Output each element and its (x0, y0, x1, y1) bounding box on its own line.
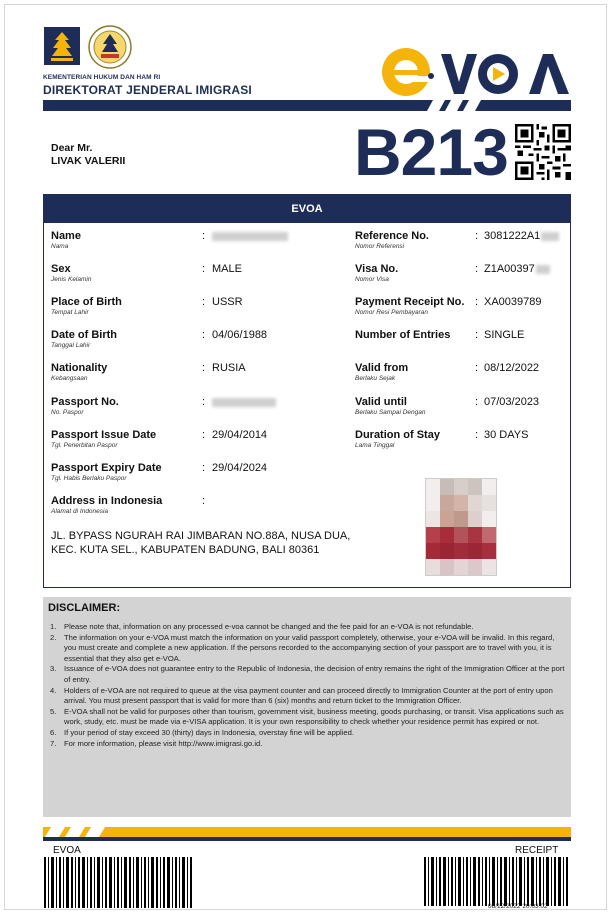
field-valid-from (355, 362, 408, 383)
field-place-of-birth (51, 296, 122, 317)
greeting-name: LIVAK VALERII (51, 155, 126, 167)
footer-stripe-bar (43, 827, 571, 841)
greeting-salutation: Dear Mr. (51, 142, 93, 154)
field-sublabel: Nomor Referensi (355, 243, 405, 250)
colon: : (475, 230, 479, 242)
colon: : (475, 396, 479, 408)
passport-issue-date-value: 29/04/2014 (212, 429, 268, 441)
visa-code: B213 (354, 115, 508, 189)
colon: : (202, 362, 206, 374)
disclaimer-item-text: If your period of stay exceed 30 (thirty) days in Indonesia, overstay fine will be applied. (64, 727, 354, 737)
field-passport-no (51, 396, 119, 417)
field-label: Name (51, 230, 81, 242)
field-date-of-birth (51, 329, 117, 350)
ministry-name: KEMENTERIAN HUKUM DAN HAM RI (43, 74, 161, 81)
field-sublabel: Nomor Visa (355, 276, 389, 283)
field-valid-until (355, 396, 425, 417)
field-visa-no (355, 263, 398, 284)
disclaimer-item: 6. If your period of stay exceed 30 (thirty) days in Indonesia, overstay fine will be applied. (50, 727, 354, 737)
greeting (51, 142, 125, 168)
disclaimer-item: 3. Issuance of e-VOA does not guarantee entry to the Republic of Indonesia, the decision of entry remains the right of the Immigration Officer at the port of entry. (50, 664, 565, 684)
disclaimer-item: 1. Please note that, information on any processed e-voa cannot be changed and the fee paid for an e-VOA is not refundable. (50, 622, 474, 631)
field-label: Nationality (51, 362, 108, 374)
footer-evoa-label: EVOA (53, 845, 81, 856)
box-title: EVOA (44, 195, 570, 223)
address-value: JL. BYPASS NGURAH RAI JIMBARAN NO.88A, NUSA DUA, KEC. KUTA SEL., KABUPATEN BADUNG, BALI 80361 (51, 530, 351, 556)
field-sex (51, 263, 91, 284)
colon: : (202, 263, 206, 275)
colon: : (475, 296, 479, 308)
field-label: Passport No. (51, 396, 119, 408)
disclaimer-item: 4. Holders of e-VOA are not required to queue at the visa payment counter and can proceed directly to Immigration Counter at the port of entry upon arrival. You must present passport that is valid for more than 6 (six) months and return ticket to the Immigration Officer. (50, 685, 553, 706)
field-label: Valid from (355, 362, 409, 374)
number-of-entries-value: SINGLE (484, 329, 525, 341)
colon: : (475, 429, 479, 441)
field-label: Address in Indonesia (51, 495, 163, 507)
field-sublabel: Tgl. Habis Berlaku Paspor (51, 475, 127, 482)
colon: : (202, 495, 206, 507)
passport-expiry-date-value: 29/04/2024 (212, 462, 268, 474)
sex-value: MALE (212, 263, 242, 275)
field-passport-expiry-date (51, 462, 162, 483)
field-label: Duration of Stay (355, 429, 440, 441)
visa-no-value (484, 263, 550, 275)
directorate-name: DIREKTORAT JENDERAL IMIGRASI (43, 83, 252, 97)
field-sublabel: Lama Tinggal (355, 442, 395, 449)
disclaimer-item: 2. The information on your e-VOA must match the information on your valid passport completely, otherwise, your e-VOA will be invalid. In this regard, you must create and complete a new application. If the persons recorded to the accompanying section of your passport are to travel with you, it is essential that they also get e-VOA. (50, 632, 555, 663)
disclaimer-item: 5. E-VOA shall not be valid for purposes other than tourism, government visit, business meeting, goods purchasing, or transit. Visa applications such as work, study, etc. must be made via e-VISA application. It is your own responsibility to check whether your residence permit has expired or not. (50, 706, 564, 727)
disclaimer-item-text: Please note that, information on any processed e-voa cannot be changed and the fee paid for an e-VOA is not refundable. (64, 622, 474, 631)
passport-no-value-redacted (212, 396, 276, 408)
field-sublabel: Berlaku Sampai Dengan (355, 409, 426, 416)
field-sublabel: Jenis Kelamin (51, 276, 92, 283)
field-label: Reference No. (355, 230, 429, 242)
barcode-right (424, 857, 568, 906)
colon: : (202, 329, 206, 341)
field-sublabel: Tanggal Lahir (51, 342, 91, 349)
field-passport-issue-date (51, 429, 156, 450)
valid-from-value: 08/12/2022 (484, 362, 540, 374)
disclaimer-list (47, 622, 565, 749)
name-value-redacted (212, 230, 288, 242)
colon: : (202, 462, 206, 474)
disclaimer-section (43, 597, 571, 817)
field-label: Date of Birth (51, 329, 117, 341)
payment-receipt-no-value: XA0039789 (484, 296, 542, 308)
garuda-emblem-icon (43, 26, 81, 66)
barcode-left (44, 857, 194, 908)
colon: : (202, 296, 206, 308)
footer-receipt-label: RECEIPT (515, 845, 559, 856)
qr-code (515, 124, 571, 180)
disclaimer-item-text: The information on your e-VOA must match the information on your valid passport completely, otherwise, your e-VOA will be invalid. In this regard, you must create and complete a new application. If the persons recorded to the accompanying section of your passport are to travel with you, it is essential that they also get e-VOA. (64, 632, 555, 663)
evoa-logo (379, 44, 573, 100)
field-payment-receipt-no (355, 296, 464, 317)
colon: : (475, 329, 479, 341)
field-label: Visa No. (355, 263, 399, 275)
reference-no-text: 3081222A1 (484, 230, 541, 242)
nationality-value: RUSIA (212, 362, 246, 374)
print-timestamp: 08/12/2022 20:03:02 (488, 903, 548, 910)
colon: : (202, 429, 206, 441)
disclaimer-item-text: Issuance of e-VOA does not guarantee entry to the Republic of Indonesia, the decision of entry remains the right of the Immigration Officer at the port of entry. (64, 664, 565, 684)
field-name (51, 230, 81, 251)
field-sublabel: Berlaku Sejak (355, 375, 396, 382)
field-duration-of-stay (355, 429, 440, 450)
field-label: Number of Entries (355, 329, 451, 341)
date-of-birth-value: 04/06/1988 (212, 329, 268, 341)
colon: : (202, 230, 206, 242)
place-of-birth-value: USSR (212, 296, 243, 308)
header-stripe-bar (43, 100, 571, 111)
visa-no-text: Z1A00397 (484, 263, 535, 275)
reference-no-value (484, 230, 559, 242)
kemenkumham-seal-icon (87, 24, 133, 70)
field-label: Payment Receipt No. (355, 296, 465, 308)
disclaimer-title: DISCLAIMER: (48, 602, 121, 614)
valid-until-value: 07/03/2023 (484, 396, 540, 408)
colon: : (202, 396, 206, 408)
field-sublabel: Alamat di Indonesia (51, 508, 109, 515)
field-sublabel: No. Paspor (51, 409, 84, 416)
colon: : (475, 362, 479, 374)
field-label: Place of Birth (51, 296, 122, 308)
field-label: Passport Issue Date (51, 429, 157, 441)
field-label: Valid until (355, 396, 407, 408)
field-sublabel: Tempat Lahir (51, 309, 89, 316)
field-sublabel: Nomor Resi Pembayaran (355, 309, 428, 316)
duration-of-stay-value: 30 DAYS (484, 429, 529, 441)
field-label: Sex (51, 263, 71, 275)
disclaimer-item-text: Holders of e-VOA are not required to queue at the visa payment counter and can proceed directly to Immigration Counter at the port of entry upon arrival. You must present passport that is valid for more than 6 (six) months and return ticket to the Immigration Officer. (64, 685, 553, 706)
field-address (51, 495, 162, 516)
field-number-of-entries (355, 329, 450, 341)
disclaimer-item-text: For more information, please visit http://www.imigrasi.go.id. (64, 738, 263, 748)
disclaimer-item: 7. For more information, please visit http://www.imigrasi.go.id. (50, 738, 263, 748)
field-sublabel: Nama (51, 243, 69, 250)
holder-photo-redacted (425, 478, 497, 576)
field-nationality (51, 362, 107, 383)
field-label: Passport Expiry Date (51, 462, 162, 474)
disclaimer-item-text: E-VOA shall not be valid for purposes other than tourism, government visit, business meeting, goods purchasing, or transit. Visa applications such as work, study, etc. must be made via e-VISA application. It is your own responsibility to check whether your residence permit has expired or not. (64, 706, 564, 727)
field-sublabel: Kebangsaan (51, 375, 88, 382)
field-reference-no (355, 230, 429, 251)
evoa-details-box (43, 194, 571, 588)
field-sublabel: Tgl. Penerbitan Paspor (51, 442, 118, 449)
colon: : (475, 263, 479, 275)
